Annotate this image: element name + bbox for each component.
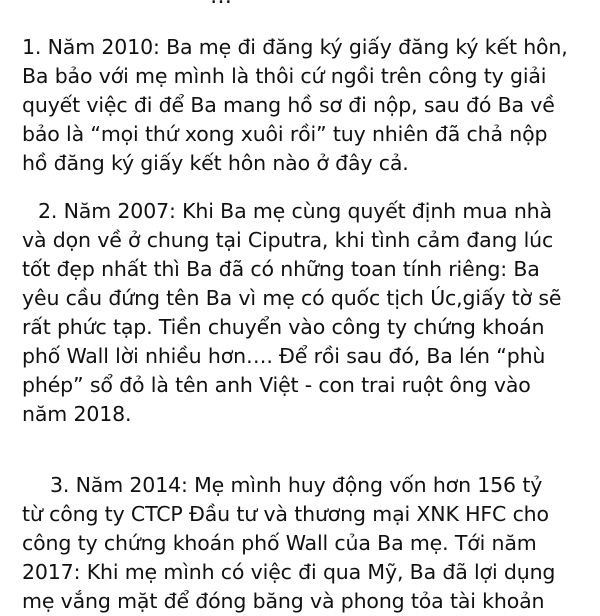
text-line: 3. Năm 2014: Mẹ mình huy động vốn hơn 156 tỷ bbox=[50, 473, 543, 497]
cropped-top-text bbox=[210, 0, 232, 12]
text-line: 2017: Khi mẹ mình có việc đi qua Mỹ, Ba đã lợi dụng bbox=[22, 560, 556, 584]
text-line: phép” sổ đỏ là tên anh Việt - con trai ruột ông vào bbox=[22, 373, 531, 397]
text-line: rất phức tạp. Tiền chuyển vào công ty chứng khoán bbox=[22, 315, 545, 339]
text-line: yêu cầu đứng tên Ba vì mẹ có quốc tịch Úc,giấy tờ sẽ bbox=[22, 286, 562, 310]
cropped-top-line bbox=[0, 0, 600, 12]
text-line: công ty chứng khoán phố Wall của Ba mẹ. Tới năm bbox=[22, 531, 537, 555]
text-line: và dọn về ở chung tại Ciputra, khi tình cảm đang lúc bbox=[22, 228, 554, 252]
text-line: bảo là “mọi thứ xong xuôi rồi” tuy nhiên đã chả nộp bbox=[22, 122, 548, 146]
text-line: mẹ vắng mặt để đóng băng và phong tỏa tài khoản bbox=[22, 589, 545, 613]
text-line: quyết việc đi để Ba mang hồ sơ đi nộp, sau đó Ba về bbox=[22, 93, 555, 117]
text-line: từ công ty CTCP Đầu tư và thương mại XNK HFC cho bbox=[22, 502, 549, 526]
text-line: 1. Năm 2010: Ba mẹ đi đăng ký giấy đăng ký kết hôn, bbox=[22, 35, 568, 59]
text-line: phố Wall lời nhiều hơn…. Để rồi sau đó, Ba lén “phù bbox=[22, 344, 546, 368]
text-line: hồ đăng ký giấy kết hôn nào ở đây cả. bbox=[22, 151, 409, 175]
text-line: 2. Năm 2007: Khi Ba mẹ cùng quyết định mua nhà bbox=[38, 199, 552, 223]
text-line: năm 2018. bbox=[22, 402, 132, 426]
text-line: tốt đẹp nhất thì Ba đã có những toan tính riêng: Ba bbox=[22, 257, 540, 281]
text-line: Ba bảo với mẹ mình là thôi cứ ngồi trên công ty giải bbox=[22, 64, 547, 88]
